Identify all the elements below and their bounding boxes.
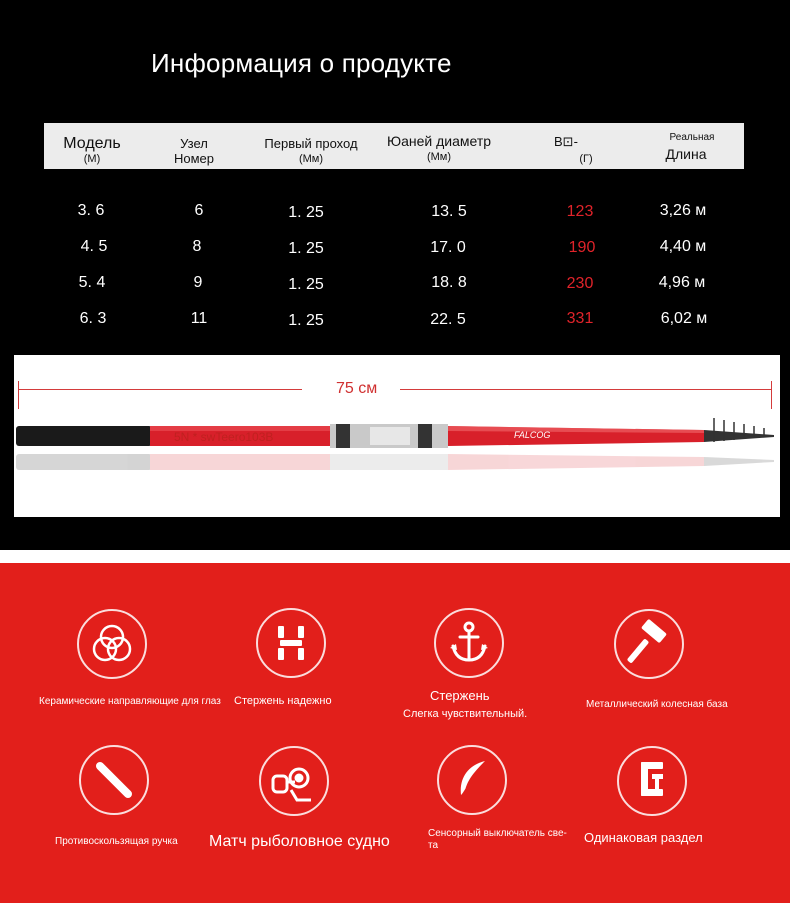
feature-text: Одинаковая раздел (584, 830, 703, 845)
cell-length: 4,40 м (659, 238, 707, 255)
rings-icon (77, 609, 147, 679)
cell-model: 6. 3 (79, 310, 107, 327)
rod-print-label: 5N * swTeero103B (174, 430, 274, 444)
clamp-icon (617, 746, 687, 816)
svg-text:FALCOG: FALCOG (514, 430, 551, 440)
feature-text-line2: та (428, 840, 439, 851)
cell-first-pass: 1. 25 (288, 312, 324, 329)
h-shape-icon (256, 608, 326, 678)
cell-diameter: 22. 5 (430, 311, 466, 328)
cell-model: 5. 4 (78, 274, 106, 291)
cell-model: 3. 6 (77, 202, 105, 219)
cell-first-pass: 1. 25 (288, 276, 324, 293)
cell-weight: 331 (566, 310, 594, 327)
anchor-icon (434, 608, 504, 678)
handle-icon (79, 745, 149, 815)
header-model: Модель (М) (63, 135, 121, 165)
header-first-pass: Первый проход (Мм) (264, 136, 358, 165)
feature-text: Керамические направляющие для глаз (39, 696, 221, 707)
feature-text-line2: Слегка чувствительный. (403, 708, 528, 720)
cell-diameter: 17. 0 (430, 239, 466, 256)
feature-text: Сенсорный выключатель све- (428, 828, 567, 839)
dimension-line-left (18, 389, 302, 390)
cell-length: 6,02 м (660, 310, 708, 327)
hammer-icon (614, 609, 684, 679)
dimension-tick-right (771, 381, 772, 409)
cell-weight: 230 (566, 275, 594, 292)
cell-diameter: 18. 8 (431, 274, 467, 291)
cell-weight: 190 (568, 239, 596, 256)
fishing-rod-image (14, 410, 780, 490)
cell-sections: 6 (194, 202, 204, 219)
cell-first-pass: 1. 25 (288, 240, 324, 257)
reel-icon (259, 746, 329, 816)
feature-text: Стержень надежно (234, 695, 332, 707)
cell-sections: 8 (192, 238, 202, 255)
section-divider (0, 550, 790, 563)
cell-sections: 9 (193, 274, 203, 291)
page-title: Информация о продукте (151, 48, 452, 78)
dimension-line-right (400, 389, 772, 390)
feature-text: Матч рыболовное судно (209, 833, 390, 850)
feature-text: Стержень (430, 688, 490, 703)
spec-table-header (44, 123, 744, 169)
header-length: Реальная Длина (665, 132, 715, 162)
rod-length-label: 75 см (336, 380, 378, 397)
cell-model: 4. 5 (80, 238, 108, 255)
cell-weight: 123 (566, 203, 594, 220)
cell-diameter: 13. 5 (431, 203, 467, 220)
header-diameter: Юаней диаметр (Мм) (386, 133, 492, 163)
cell-length: 4,96 м (658, 274, 706, 291)
cell-sections: 11 (190, 310, 208, 327)
dimension-tick-left (18, 381, 19, 409)
feature-text: Металлический колесная база (586, 699, 728, 710)
cell-length: 3,26 м (659, 202, 707, 219)
header-weight: В⊡- (Г) (554, 134, 593, 165)
feature-text: Противоскользящая ручка (55, 836, 178, 847)
feather-icon (437, 745, 507, 815)
cell-first-pass: 1. 25 (288, 204, 324, 221)
header-sections: Узел Номер (173, 136, 214, 166)
